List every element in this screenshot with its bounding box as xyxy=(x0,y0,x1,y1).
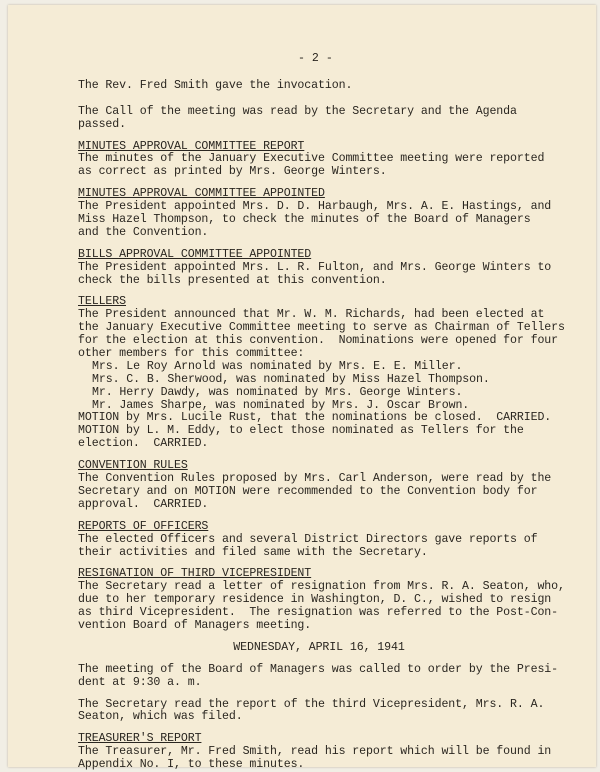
section-line: The President announced that Mr. W. M. Richards, had been elected at xyxy=(78,308,545,322)
document-page xyxy=(8,5,596,772)
section-heading: REPORTS OF OFFICERS xyxy=(78,519,209,533)
section-heading: MINUTES APPROVAL COMMITTEE REPORT xyxy=(78,139,305,153)
treasurer-line: Appendix No. I, to these minutes. xyxy=(78,758,305,772)
section-line: for the election at this convention. Nominations were opened for four xyxy=(78,334,559,348)
section-heading: CONVENTION RULES xyxy=(78,459,188,473)
minutes-body xyxy=(78,79,565,772)
section-line: their activities and filed same with the Secretary. xyxy=(78,545,428,559)
treasurer-heading: TREASURER'S REPORT xyxy=(78,732,202,746)
nomination-line: Mr. James Sharpe, was nominated by Mrs. J. Oscar Brown. xyxy=(92,398,470,412)
vicepresident-report-line: The Secretary read the report of the third Vicepresident, Mrs. R. A. xyxy=(78,697,545,711)
section-line: The Secretary read a letter of resignation from Mrs. R. A. Seaton, who, xyxy=(78,580,565,594)
section-line: other members for this committee: xyxy=(78,347,305,361)
treasurer-line: The Treasurer, Mr. Fred Smith, read his report which will be found in xyxy=(78,745,552,759)
motion-line: MOTION by L. M. Eddy, to elect those nominated as Tellers for the xyxy=(78,424,524,438)
section-line: The elected Officers and several District Directors gave reports of xyxy=(78,532,538,546)
section-heading: RESIGNATION OF THIRD VICEPRESIDENT xyxy=(78,567,312,581)
motion-line: MOTION by Mrs. Lucile Rust, that the nominations be closed. CARRIED. xyxy=(78,411,552,425)
section-line: Miss Hazel Thompson, to check the minutes of the Board of Managers xyxy=(78,213,531,227)
section-line: due to her temporary residence in Washington, D. C., wished to resign xyxy=(78,593,552,607)
nomination-line: Mrs. C. B. Sherwood, was nominated by Miss Hazel Thompson. xyxy=(92,372,490,386)
board-meeting-line: The meeting of the Board of Managers was called to order by the Presi- xyxy=(78,662,559,676)
section-line: the January Executive Committee meeting to serve as Chairman of Tellers xyxy=(78,321,565,335)
motion-line: election. CARRIED. xyxy=(78,437,209,451)
section-line: and the Convention. xyxy=(78,225,209,239)
call-line-2: passed. xyxy=(78,117,127,131)
section-line: The minutes of the January Executive Committee meeting were reported xyxy=(78,152,545,166)
section-heading: MINUTES APPROVAL COMMITTEE APPOINTED xyxy=(78,187,325,201)
page-number: - 2 - xyxy=(298,52,333,65)
vicepresident-report-line: Seaton, which was filed. xyxy=(78,710,243,724)
section-line: Secretary and on MOTION were recommended to the Convention body for xyxy=(78,484,538,498)
date-heading: WEDNESDAY, APRIL 16, 1941 xyxy=(233,640,405,654)
section-heading: TELLERS xyxy=(78,295,127,309)
section-line: The President appointed Mrs. D. D. Harbaugh, Mrs. A. E. Hastings, and xyxy=(78,200,552,214)
invocation-line: The Rev. Fred Smith gave the invocation. xyxy=(78,79,353,92)
section-line: check the bills presented at this convention. xyxy=(78,273,387,287)
nomination-line: Mrs. Le Roy Arnold was nominated by Mrs. E. E. Miller. xyxy=(92,359,463,373)
nomination-line: Mr. Herry Dawdy, was nominated by Mrs. George Winters. xyxy=(92,385,463,399)
section-line: approval. CARRIED. xyxy=(78,497,209,511)
call-line-1: The Call of the meeting was read by the Secretary and the Agenda xyxy=(78,104,517,118)
section-line: The President appointed Mrs. L. R. Fulton, and Mrs. George Winters to xyxy=(78,260,552,274)
section-line: as third Vicepresident. The resignation was referred to the Post-Con- xyxy=(78,606,559,620)
section-line: The Convention Rules proposed by Mrs. Carl Anderson, were read by the xyxy=(78,472,552,486)
section-line: as correct as printed by Mrs. George Winters. xyxy=(78,165,387,179)
board-meeting-line: dent at 9:30 a. m. xyxy=(78,675,202,689)
section-line: vention Board of Managers meeting. xyxy=(78,618,312,632)
section-heading: BILLS APPROVAL COMMITTEE APPOINTED xyxy=(78,247,312,261)
